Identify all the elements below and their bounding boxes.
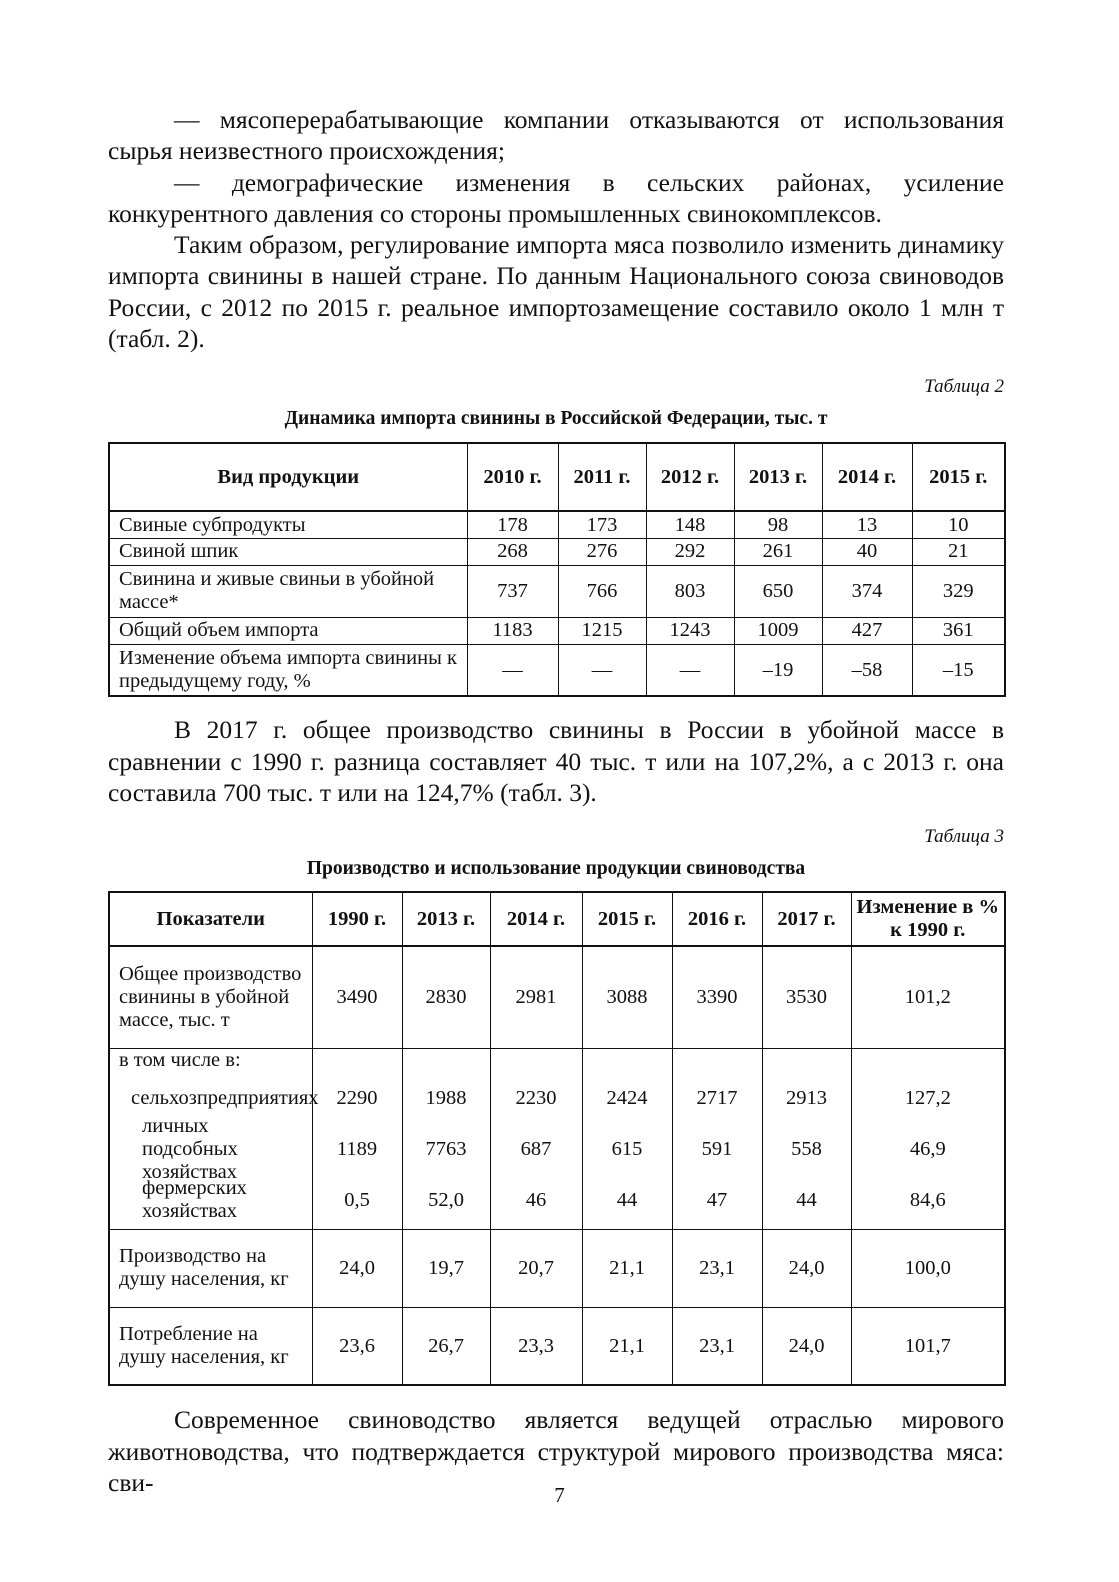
cell-value: 1243 (646, 617, 734, 644)
cell-value: 2717 (696, 1086, 738, 1109)
cell-value: 261 (734, 538, 822, 565)
table2-label: Таблица 2 (924, 376, 1004, 398)
cell-value: 24,0 (312, 1229, 402, 1307)
row-label: Свинина и живые свиньи в убойной массе* (109, 565, 467, 617)
cell-value: 24,0 (762, 1307, 851, 1385)
cell-value: 3088 (582, 946, 672, 1048)
cell-value: 173 (558, 511, 646, 538)
table3-header-year: 2013 г. (402, 892, 490, 946)
cell-value: — (467, 644, 558, 696)
cell-value: 10 (912, 511, 1005, 538)
table2-header-year: 2012 г. (646, 443, 734, 511)
cell-value: 178 (467, 511, 558, 538)
cell-value: 2424 (606, 1086, 648, 1109)
cell-value: 737 (467, 565, 558, 617)
table-row (109, 946, 1005, 1048)
cell-value: 2290 (336, 1086, 378, 1109)
table-row (109, 565, 1005, 617)
cell-value: 0,5 (344, 1188, 370, 1211)
cell-value: 23,1 (672, 1229, 762, 1307)
cell-value: 21,1 (582, 1307, 672, 1385)
cell-value: 40 (822, 538, 912, 565)
table2-header-year: 2011 г. (558, 443, 646, 511)
body-paragraph-3: Современное свиноводство является ведущей отраслью мирового животноводства, что подтверждается структурой мирового производства мяса: сви- (108, 1405, 1004, 1497)
table-row (109, 644, 1005, 696)
cell-value: — (558, 644, 646, 696)
body-paragraph-2: В 2017 г. общее производство свинины в России в убойной массе в сравнении с 1990 г. разница составляет 40 тыс. т или на 107,2%, а с 2013 г. она составила 700 тыс. т или на 124,7% (табл. 3). (108, 715, 1004, 807)
cell-value: 650 (734, 565, 822, 617)
cell-value: 558 (791, 1137, 822, 1160)
table3-header-change: Изменение в % к 1990 г. (851, 892, 1005, 946)
cell-value: 803 (646, 565, 734, 617)
cell-value: –15 (912, 644, 1005, 696)
cell-value: 26,7 (402, 1307, 490, 1385)
sub-row-label: фермерских хозяйствах (142, 1177, 247, 1223)
row-label-including (109, 1048, 319, 1229)
cell-value: 2913 (786, 1086, 827, 1109)
cell-value: 3390 (672, 946, 762, 1048)
sub-row-label: личных подсобных хозяйствах (142, 1114, 238, 1183)
table2-header-year: 2015 г. (912, 443, 1005, 511)
table-row (109, 538, 1005, 565)
row-label: Производство на душу населения, кг (109, 1229, 312, 1307)
row-label: Общий объем импорта (109, 617, 467, 644)
table-row (109, 511, 1005, 538)
table2-header-year: 2014 г. (822, 443, 912, 511)
cell-value: 100,0 (851, 1229, 1005, 1307)
cell-value: 591 (701, 1137, 733, 1160)
row-label: Потребление на душу населения, кг (109, 1307, 312, 1385)
table3-label: Таблица 3 (924, 826, 1004, 848)
cell-value: 44 (616, 1188, 638, 1211)
table3-header-year: 2015 г. (582, 892, 672, 946)
table2 (108, 442, 1006, 697)
table2-header-product: Вид продукции (109, 443, 467, 511)
table3-title: Производство и использование продукции свиноводства (306, 858, 806, 880)
cell-value: 374 (822, 565, 912, 617)
cell-value: 13 (822, 511, 912, 538)
cell-value: 98 (734, 511, 822, 538)
cell-value: 24,0 (762, 1229, 851, 1307)
cell-value: 3490 (312, 946, 402, 1048)
table-row (109, 617, 1005, 644)
table3-header-year: 2017 г. (762, 892, 851, 946)
cell-value: 1215 (558, 617, 646, 644)
table-row (109, 1307, 1005, 1385)
cell-value: 101,7 (851, 1307, 1005, 1385)
cell-value: 361 (912, 617, 1005, 644)
cell-value: 1189 (336, 1137, 378, 1160)
cell-value: 23,1 (672, 1307, 762, 1385)
cell-value: 19,7 (402, 1229, 490, 1307)
table3 (108, 891, 1006, 1386)
cell-value: 46,9 (909, 1137, 946, 1160)
cell-value: 148 (646, 511, 734, 538)
cell-value: 84,6 (909, 1188, 946, 1211)
bullet-paragraph-1: — мясоперерабатывающие компании отказываются от использования сырья неизвестного происхождения; (108, 105, 1004, 166)
table-row (109, 1229, 1005, 1307)
cell-value: 47 (706, 1188, 728, 1211)
table3-header-year: 2016 г. (672, 892, 762, 946)
cell-value: –58 (822, 644, 912, 696)
cell-value: 1988 (425, 1086, 467, 1109)
cell-value: 276 (558, 538, 646, 565)
cell-value: 615 (611, 1137, 643, 1160)
table-row (109, 1048, 1005, 1229)
table3-header-year: 2014 г. (490, 892, 582, 946)
cell-value: 268 (467, 538, 558, 565)
body-paragraph-1: Таким образом, регулирование импорта мяса позволило изменить динамику импорта свинины в нашей стране. По данным Национального союза свиноводов России, с 2012 по 2015 г. реальное импортозамещение составило около 1 млн т (табл. 2). (108, 230, 1004, 354)
row-label: Изменение объема импорта свинины к предыдущему году, % (109, 644, 467, 696)
table3-header-indicator: Показатели (109, 892, 312, 946)
cell-value: 1009 (734, 617, 822, 644)
cell-value: 427 (822, 617, 912, 644)
cell-value: 21 (912, 538, 1005, 565)
row-label: Свиные субпродукты (109, 511, 467, 538)
cell-value: 21,1 (582, 1229, 672, 1307)
page-number: 7 (554, 1483, 565, 1507)
cell-value: 7763 (425, 1137, 467, 1160)
cell-value: 292 (646, 538, 734, 565)
cell-value: 23,6 (312, 1307, 402, 1385)
cell-value: 3530 (762, 946, 851, 1048)
cell-value: –19 (734, 644, 822, 696)
cell-value: 23,3 (490, 1307, 582, 1385)
cell-value: 127,2 (904, 1086, 951, 1109)
cell-value: 766 (558, 565, 646, 617)
cell-value: 101,2 (851, 946, 1005, 1048)
cell-value: 2230 (515, 1086, 557, 1109)
cell-value: 687 (520, 1137, 552, 1160)
table2-title: Динамика импорта свинины в Российской Федерации, тыс. т (284, 408, 828, 430)
bullet-paragraph-2: — демографические изменения в сельских районах, усиление конкурентного давления со стороны промышленных свинокомплексов. (108, 167, 1004, 228)
row-label: Свиной шпик (109, 538, 467, 565)
page-content (108, 104, 1004, 1498)
cell-value: 46 (525, 1188, 547, 1211)
table2-header-year: 2013 г. (734, 443, 822, 511)
cell-value: 44 (796, 1188, 817, 1211)
cell-value: 329 (912, 565, 1005, 617)
table2-header-year: 2010 г. (467, 443, 558, 511)
cell-value: 2981 (490, 946, 582, 1048)
cell-value: 2830 (402, 946, 490, 1048)
cell-value: 20,7 (490, 1229, 582, 1307)
sub-row-label: сельхозпредприятиях (130, 1086, 319, 1109)
cell-value: — (646, 644, 734, 696)
row-label: Общее производство свинины в убойной массе, тыс. т (109, 946, 312, 1048)
table3-header-year: 1990 г. (312, 892, 402, 946)
cell-value: 52,0 (428, 1188, 464, 1211)
including-label: в том числе в: (119, 1048, 241, 1071)
cell-value: 1183 (467, 617, 558, 644)
